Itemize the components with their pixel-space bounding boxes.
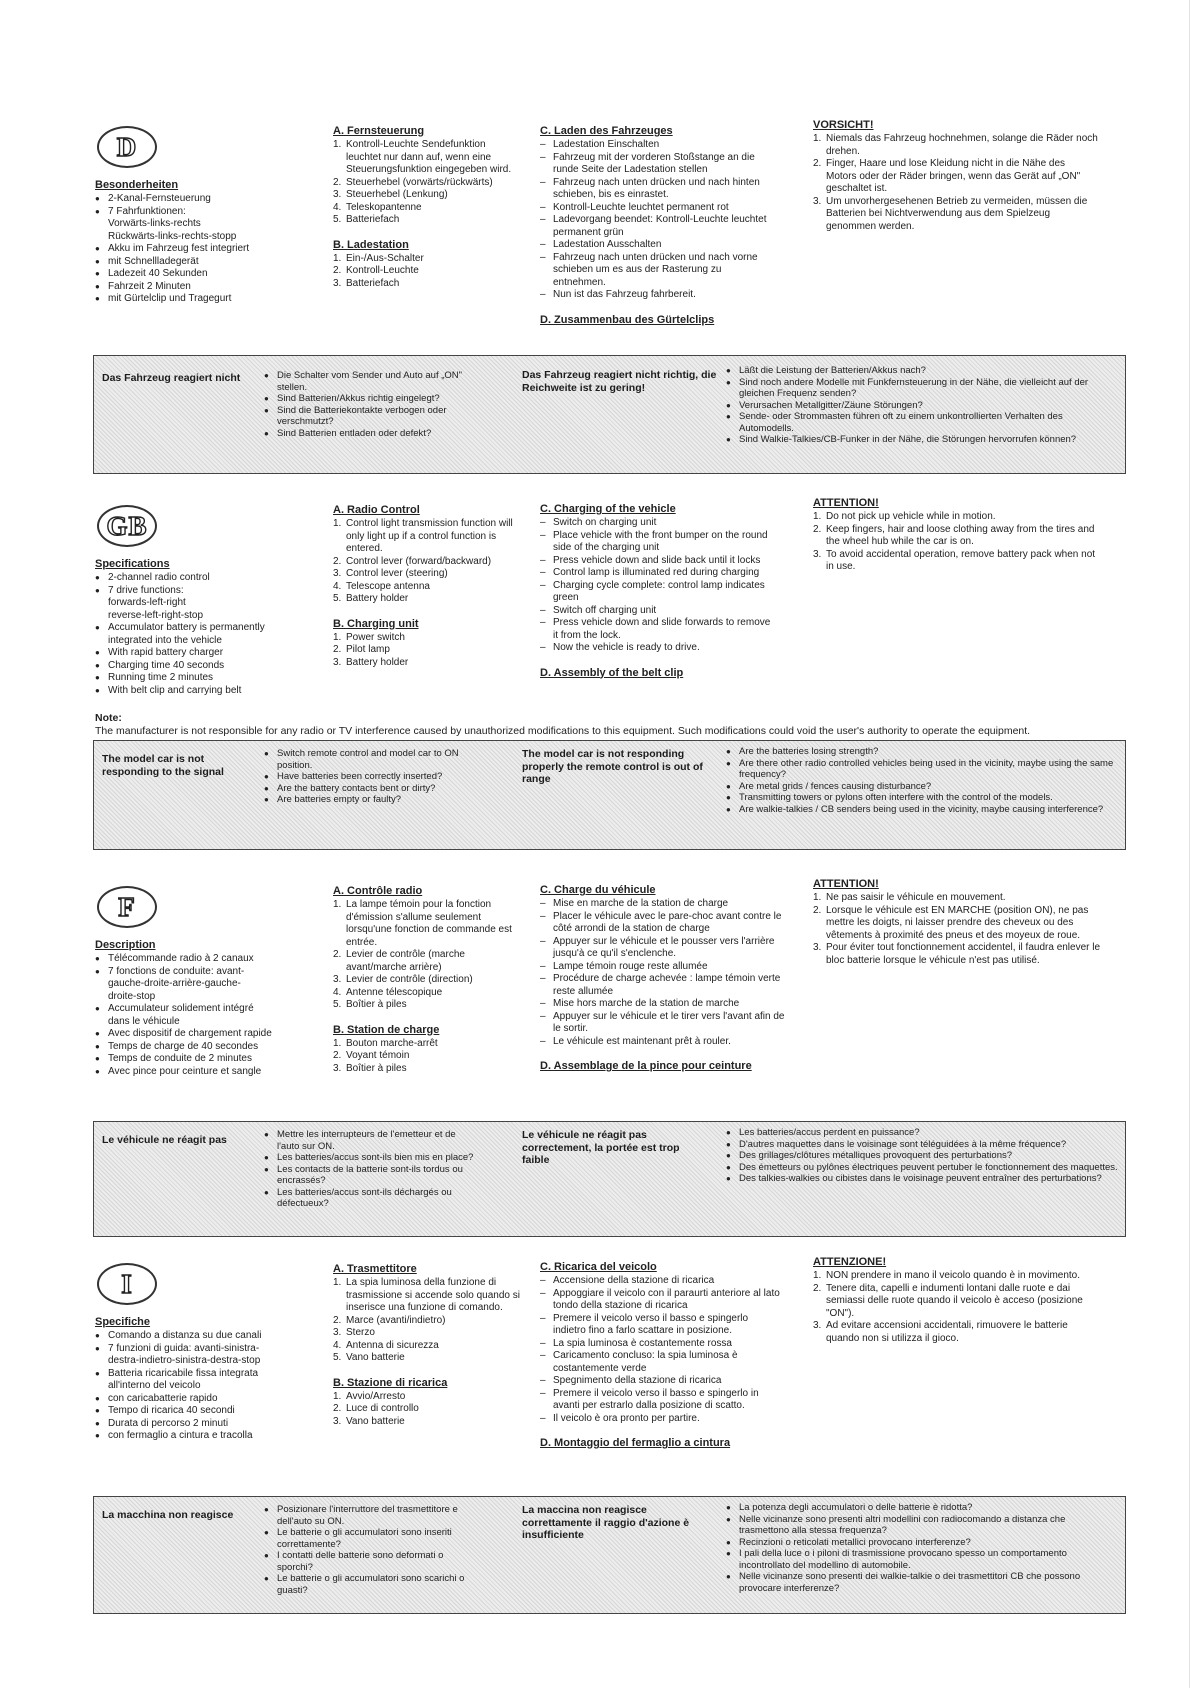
- checklist: [264, 1504, 474, 1596]
- section-b-title: B. Stazione di ricarica: [333, 1376, 448, 1389]
- remote-section-fr: [333, 884, 523, 1075]
- section-c-title: C. Charging of the vehicle: [540, 503, 676, 515]
- list-item: – Switch on charging unit: [540, 517, 775, 530]
- list-item: ● Batteria ricaricabile fissa integrata all'interno del veicolo: [95, 1368, 298, 1393]
- note-title: Note:: [95, 712, 122, 724]
- list-item: ● Are batteries empty or faulty?: [264, 794, 469, 806]
- section-a-list: [333, 139, 518, 227]
- list-item: – Mise en marche de la station de charge: [540, 898, 785, 911]
- list-item: ● Sind Batterien entladen oder defekt?: [264, 428, 464, 440]
- problem-label: Le véhicule ne réagit pas correctement, la portée est trop faible: [522, 1129, 680, 1166]
- list-item: 3. Steuerhebel (Lenkung): [333, 189, 448, 200]
- list-item: – Charging cycle complete: control lamp indicates green: [540, 580, 775, 605]
- list-item: ● 7 drive functions: forwards-left-right reverse-left-right-stop: [95, 585, 223, 623]
- list-item: 1. La spia luminosa della funzione di trasmissione si accende solo quando si inserisce una funzione di comando.: [333, 1277, 520, 1313]
- list-item: ● Posizionare l'interruttore del trasmettitore e dell'auto su ON.: [264, 1504, 474, 1527]
- list-item: ● Are there other radio controlled vehicles being used in the vicinity, maybe using the same frequency?: [726, 758, 1118, 781]
- list-item: 2. Marce (avanti/indietro): [333, 1314, 446, 1326]
- list-item: – Mise hors marche de la station de marche: [540, 998, 785, 1011]
- section-d-title: D. Montaggio del fermaglio a cintura: [540, 1437, 731, 1449]
- list-item: ● Ladezeit 40 Sekunden: [95, 268, 295, 281]
- section-c-list: [540, 1275, 780, 1425]
- list-item: – Place vehicle with the front bumper on the round side of the charging unit: [540, 530, 775, 555]
- section-c-list: [540, 517, 775, 655]
- troubleshooting-box-gb: [93, 740, 1126, 850]
- remote-section-it: [333, 1262, 523, 1428]
- list-item: 1. Ne pas saisir le véhicule en mouvement.: [813, 892, 1006, 903]
- list-item: 3. To avoid accidental operation, remove battery pack when not in use.: [813, 548, 1096, 572]
- list-item: 5. Vano batterie: [333, 1352, 405, 1363]
- list-item: 1. Do not pick up vehicle while in motion.: [813, 511, 996, 522]
- list-item: – Ladevorgang beendet: Kontroll-Leuchte leuchtet permanent grün: [540, 214, 775, 239]
- list-item: – Procédure de charge achevée : lampe témoin verte reste allumée: [540, 973, 785, 998]
- list-item: 3. Ad evitare accensioni accidentali, rimuovere le batterie quando non si utilizza il gioco.: [813, 1320, 1068, 1344]
- list-item: – Press vehicle down and slide forwards to remove it from the lock.: [540, 617, 775, 642]
- list-item: ● mit Schnellladegerät: [95, 256, 295, 269]
- troubleshooting-box-it: [93, 1496, 1126, 1614]
- warning-title: ATTENTION!: [813, 497, 879, 509]
- list-item: 3. Battery holder: [333, 656, 409, 668]
- list-item: ● Avec pince pour ceinture et sangle: [95, 1066, 305, 1079]
- note-text: The manufacturer is not responsible for any radio or TV interference caused by unauthorized modifications to this equipment. Such modifications could void the user's authority to operate the equipment.: [95, 724, 1031, 737]
- list-item: – Caricamento concluso: la spia luminosa è costantemente verde: [540, 1350, 780, 1375]
- list-item: ● Sind noch andere Modelle mit Funkfernsteuerung in der Nähe, die vielleicht auf der gleichen Frequenz senden?: [726, 377, 1118, 400]
- language-badge-it: I: [97, 1263, 157, 1305]
- list-item: 1. Control light transmission function will only light up if a control function is entered.: [333, 518, 513, 554]
- list-item: ● con caricabatterie rapido: [95, 1393, 305, 1406]
- checklist: [264, 1129, 474, 1210]
- section-b-list: [333, 1391, 523, 1429]
- list-item: ● I pali della luce o i piloni di trasmissione provocano spesso un comportamento incontrollato del modellino di automobile.: [726, 1548, 1118, 1571]
- list-item: ● Temps de conduite de 2 minutes: [95, 1053, 305, 1066]
- list-item: ● Verursachen Metallgitter/Zäune Störungen?: [726, 400, 1118, 412]
- section-c-title: C. Ricarica del veicolo: [540, 1261, 657, 1273]
- problem-label: La macchina non reagisce: [102, 1509, 234, 1521]
- section-d-title: D. Assembly of the belt clip: [540, 666, 684, 679]
- list-item: – Appuyer sur le véhicule et le tirer vers l'avant afin de le sortir.: [540, 1011, 785, 1036]
- list-item: ● Accumulateur solidement intégré dans le véhicule: [95, 1003, 278, 1028]
- list-item-cont: Rückwärts-links-rechts-stopp: [108, 230, 237, 242]
- list-item: ● Les contacts de la batterie sont-ils tordus ou encrassés?: [264, 1164, 474, 1187]
- list-item: ● Le batterie o gli accumulatori sono scarichi o guasti?: [264, 1573, 474, 1596]
- list-item: ● Nelle vicinanze sono presenti dei walkie-talkie o dei trasmettitori CB che possono provocare interferenze?: [726, 1571, 1118, 1594]
- specs-list: [95, 572, 305, 697]
- language-badge-de: D: [97, 126, 157, 168]
- list-item: ● Télécommande radio à 2 canaux: [95, 953, 305, 966]
- list-item: – Accensione della stazione di ricarica: [540, 1275, 780, 1288]
- list-item: 3. Pour éviter tout fonctionnement accidentel, il faudra enlever le bloc batterie lorsque le véhicule n'est pas utilisé.: [813, 942, 1101, 966]
- list-item: ● Des émetteurs ou pylônes électriques peuvent pertuber le fonctionnement des maquettes.: [726, 1162, 1118, 1174]
- list-item: 2. Finger, Haare und lose Kleidung nicht in die Nähe des Motors oder der Räder bringen, wenn das Gerät auf „ON" geschaltet ist.: [813, 158, 1081, 194]
- problem-label: The model car is not responding properly the remote control is out of range: [522, 748, 703, 785]
- specs-title: Specifiche: [95, 1316, 151, 1328]
- list-item: ● Mettre les interrupteurs de l'emetteur et de l'auto sur ON.: [264, 1129, 474, 1152]
- warning-section-it: [813, 1255, 1103, 1345]
- list-item: ● Are the battery contacts bent or dirty?: [264, 783, 469, 795]
- list-item: 3. Control lever (steering): [333, 568, 448, 579]
- list-item: – Control lamp is illuminated red during charging: [540, 567, 775, 580]
- checklist: [726, 365, 1118, 446]
- section-a-title: A. Radio Control: [333, 504, 420, 516]
- list-item: ● Accumulator battery is permanently integrated into the vehicle: [95, 622, 305, 647]
- list-item: 2. Pilot lamp: [333, 644, 390, 655]
- checklist: [726, 746, 1118, 815]
- problem-label: Le véhicule ne réagit pas: [102, 1134, 227, 1146]
- list-item: – Appuyer sur le véhicule et le pousser vers l'arrière jusqu'à ce qu'il s'enclenche.: [540, 936, 785, 961]
- list-item: – Kontroll-Leuchte leuchtet permanent rot: [540, 202, 775, 215]
- list-item: – Fahrzeug nach unten drücken und nach hinten schieben, bis es einrastet.: [540, 177, 775, 202]
- specs-it: [95, 1315, 305, 1443]
- list-item: ● Transmitting towers or pylons often interfere with the control of the models.: [726, 792, 1118, 804]
- list-item: – Now the vehicle is ready to drive.: [540, 642, 775, 655]
- list-item: 2. Steuerhebel (vorwärts/rückwärts): [333, 176, 493, 188]
- list-item: ● 2-channel radio control: [95, 572, 305, 585]
- list-item: ● La potenza degli accumulatori o delle batterie è ridotta?: [726, 1502, 1118, 1514]
- list-item: 2. Control lever (forward/backward): [333, 555, 492, 567]
- section-c-title: C. Laden des Fahrzeuges: [540, 125, 673, 137]
- list-item: – Spegnimento della stazione di ricarica: [540, 1375, 780, 1388]
- list-item: 2. Luce di controllo: [333, 1403, 419, 1414]
- list-item: ● Le batterie o gli accumulatori sono inseriti correttamente?: [264, 1527, 474, 1550]
- warning-list: [813, 133, 1098, 233]
- warning-section-de: [813, 118, 1098, 233]
- list-item: – Premere il veicolo verso il basso e spingerlo in avanti per estrarlo dalla posizione di scatto.: [540, 1388, 780, 1413]
- list-item: ● con fermaglio a cintura e tracolla: [95, 1430, 305, 1443]
- list-item: 1. Bouton marche-arrêt: [333, 1037, 438, 1049]
- list-item: 4. Telescope antenna: [333, 580, 430, 592]
- list-item: ● Are metal grids / fences causing disturbance?: [726, 781, 1118, 793]
- specs-list: [95, 953, 305, 1078]
- checklist: [726, 1502, 1118, 1594]
- list-item: ● Des talkies-walkies ou cibistes dans le voisinage peuvent entraîner des perturbations?: [726, 1173, 1118, 1185]
- warning-list: [813, 1270, 1103, 1345]
- list-item: 3. Batteriefach: [333, 277, 400, 289]
- list-item: ● Nelle vicinanze sono presenti altri modellini con radiocomando a distanza che trasmettono alla stessa frequenza?: [726, 1514, 1118, 1537]
- list-item: ● D'autres maquettes dans le voisinage sont téléguidées à la même fréquence?: [726, 1139, 1118, 1151]
- section-a-title: A. Fernsteuerung: [333, 125, 425, 137]
- list-item: ● Durata di percorso 2 minuti: [95, 1418, 305, 1431]
- section-a-title: A. Trasmettitore: [333, 1263, 417, 1275]
- problem-label: Das Fahrzeug reagiert nicht richtig, die Reichweite ist zu gering!: [522, 369, 717, 394]
- list-item: 4. Antenne télescopique: [333, 986, 443, 998]
- list-item: ● Sind Walkie-Talkies/CB-Funker in der Nähe, die Störungen hervorrufen können?: [726, 434, 1118, 446]
- list-item: ● 7 Fahrfunktionen:: [95, 206, 295, 219]
- specs-gb: [95, 557, 305, 697]
- list-item: ● 7 fonctions de conduite: avant-gauche-droite-arrière-gauche-droite-stop: [95, 966, 258, 1004]
- list-item: ● Are walkie-talkies / CB senders being used in the vicinity, maybe causing interference?: [726, 804, 1118, 816]
- section-b-list: [333, 1038, 523, 1076]
- language-badge-fr: F: [97, 886, 157, 928]
- warning-section-gb: [813, 496, 1098, 574]
- specs-title: Specifications: [95, 558, 170, 570]
- list-item: ● Les batteries/accus sont-ils bien mis en place?: [264, 1152, 474, 1164]
- list-item: ● Are the batteries losing strength?: [726, 746, 1118, 758]
- list-item: 4. Antenna di sicurezza: [333, 1339, 439, 1351]
- list-item: 2. Keep fingers, hair and loose clothing away from the tires and the wheel hub while the car is on.: [813, 523, 1095, 547]
- list-item: – Ladestation Einschalten: [540, 139, 775, 152]
- warning-title: VORSICHT!: [813, 119, 874, 131]
- charging-section-gb: [540, 502, 775, 681]
- list-item: 2. Lorsque le véhicule est EN MARCHE (position ON), ne pas mettre les doigts, ni laisser prendre des cheveux ou des vêtements à proximité des pneus et des moyeux de roue.: [813, 904, 1089, 941]
- list-item: ● Recinzioni o reticolati metallici provocano interferenze?: [726, 1537, 1118, 1549]
- language-badge-gb: GB: [97, 505, 157, 547]
- list-item: – La spia luminosa è costantemente rossa: [540, 1338, 780, 1351]
- specs-list: [95, 193, 295, 306]
- list-item: – Premere il veicolo verso il basso e spingerlo indietro fino a farlo scattare in posizione.: [540, 1313, 780, 1338]
- problem-label: La maccina non reagisce correttamente il raggio d'azione è insufficiente: [522, 1504, 690, 1541]
- list-item: 1. Kontroll-Leuchte Sendefunktion leuchtet nur dann auf, wenn eine Steuerungsfunktion eingegeben wird.: [333, 139, 512, 175]
- list-item: – Fahrzeug nach unten drücken und nach vorne schieben um es aus der Rasterung zu entnehmen.: [540, 252, 775, 290]
- list-item: ● Running time 2 minutes: [95, 672, 305, 685]
- list-item: 3. Sterzo: [333, 1327, 375, 1338]
- list-item: ● mit Gürtelclip und Tragegurt: [95, 293, 295, 306]
- list-item: 3. Levier de contrôle (direction): [333, 974, 473, 985]
- specs-title: Description: [95, 939, 156, 951]
- section-b-title: B. Station de charge: [333, 1023, 440, 1036]
- list-item: ● Des grillages/clôtures métalliques provoquent des perturbations?: [726, 1150, 1118, 1162]
- specs-fr: [95, 938, 305, 1078]
- warning-title: ATTENZIONE!: [813, 1256, 887, 1268]
- troubleshooting-box-de: [93, 355, 1126, 474]
- troubleshooting-box-fr: [93, 1121, 1126, 1237]
- list-item: 3. Boîtier à piles: [333, 1062, 407, 1074]
- list-item: 5. Batteriefach: [333, 214, 400, 225]
- list-item: ● With belt clip and carrying belt: [95, 685, 305, 698]
- list-item: – Fahrzeug mit der vorderen Stoßstange an die runde Seite der Ladestation stellen: [540, 152, 775, 177]
- section-b-list: [333, 253, 518, 291]
- list-item: 1. Ein-/Aus-Schalter: [333, 252, 424, 264]
- specs-list: [95, 1330, 305, 1443]
- list-item: 3. Um unvorhergesehenen Betrieb zu vermeiden, müssen die Batterien bei Nichtverwendung aus dem Spielzeug genommen werden.: [813, 195, 1088, 232]
- list-item: 1. Power switch: [333, 631, 405, 643]
- list-item: – Il veicolo è ora pronto per partire.: [540, 1413, 780, 1426]
- warning-title: ATTENTION!: [813, 878, 879, 890]
- section-a-list: [333, 1277, 523, 1365]
- list-item: ● Les batteries/accus sont-ils déchargés ou défectueux?: [264, 1187, 474, 1210]
- list-item: ● Sende- oder Strommasten führen oft zu einem unkontrollierten Verhalten des Automodells.: [726, 411, 1118, 434]
- checklist: [264, 748, 469, 806]
- specs-de: [95, 178, 295, 306]
- list-item: – Nun ist das Fahrzeug fahrbereit.: [540, 289, 775, 302]
- list-item: 3. Vano batterie: [333, 1415, 405, 1427]
- list-item-cont: Vorwärts-links-rechts: [108, 218, 201, 229]
- note-gb: [95, 712, 1125, 737]
- warning-section-fr: [813, 877, 1108, 967]
- list-item: ● Akku im Fahrzeug fest integriert: [95, 243, 295, 256]
- checklist: [264, 370, 464, 439]
- list-item: 1. Avvio/Arresto: [333, 1390, 406, 1402]
- section-d-title: D. Assemblage de la pince pour ceinture: [540, 1060, 752, 1072]
- list-item: ● Switch remote control and model car to ON position.: [264, 748, 469, 771]
- list-item: – Ladestation Ausschalten: [540, 239, 775, 252]
- warning-list: [813, 511, 1098, 574]
- specs-title: Besonderheiten: [95, 179, 179, 191]
- list-item: 2. Voyant témoin: [333, 1050, 410, 1061]
- list-item: 2. Kontroll-Leuchte: [333, 265, 419, 276]
- list-item: 1. La lampe témoin pour la fonction d'émission s'allume seulement lorsqu'une fonction de commande est entrée.: [333, 899, 512, 948]
- charging-section-fr: [540, 883, 785, 1074]
- list-item: – Le véhicule est maintenant prêt à rouler.: [540, 1036, 785, 1049]
- list-item: ● Avec dispositif de chargement rapide: [95, 1028, 305, 1041]
- section-c-list: [540, 898, 785, 1048]
- section-b-title: B. Ladestation: [333, 238, 409, 251]
- remote-section-de: [333, 124, 518, 290]
- section-b-title: B. Charging unit: [333, 617, 419, 630]
- list-item: 1. NON prendere in mano il veicolo quando è in movimento.: [813, 1270, 1081, 1281]
- problem-label: Das Fahrzeug reagiert nicht: [102, 372, 241, 384]
- list-item: ● Sind die Batteriekontakte verbogen oder verschmutzt?: [264, 405, 464, 428]
- section-c-title: C. Charge du véhicule: [540, 884, 656, 896]
- list-item: ● Sind Batterien/Akkus richtig eingelegt?: [264, 393, 464, 405]
- list-item: ● Die Schalter vom Sender und Auto auf „ON" stellen.: [264, 370, 464, 393]
- section-a-list: [333, 518, 518, 606]
- section-a-list: [333, 899, 523, 1012]
- list-item: ● Fahrzeit 2 Minuten: [95, 281, 295, 294]
- list-item: 5. Boîtier à piles: [333, 999, 407, 1010]
- list-item: ● 2-Kanal-Fernsteuerung: [95, 193, 295, 206]
- list-item: ● Comando a distanza su due canali: [95, 1330, 305, 1343]
- section-b-list: [333, 632, 518, 670]
- problem-label: The model car is not responding to the signal: [102, 753, 224, 778]
- list-item: ● I contatti delle batterie sono deformati o sporchi?: [264, 1550, 474, 1573]
- section-c-list: [540, 139, 775, 302]
- charging-section-it: [540, 1260, 780, 1451]
- list-item: 5. Battery holder: [333, 593, 409, 604]
- section-d-title: D. Zusammenbau des Gürtelclips: [540, 313, 715, 326]
- list-item: ● Les batteries/accus perdent en puissance?: [726, 1127, 1118, 1139]
- checklist: [726, 1127, 1118, 1185]
- list-item: ● Temps de charge de 40 secondes: [95, 1041, 305, 1054]
- list-item: ● Have batteries been correctly inserted?: [264, 771, 469, 783]
- list-item: ● Läßt die Leistung der Batterien/Akkus nach?: [726, 365, 1118, 377]
- list-item: ● Tempo di ricarica 40 secondi: [95, 1405, 305, 1418]
- list-item: 1. Niemals das Fahrzeug hochnehmen, solange die Räder noch drehen.: [813, 133, 1098, 157]
- list-item: ● With rapid battery charger: [95, 647, 305, 660]
- list-item: – Lampe témoin rouge reste allumée: [540, 961, 785, 974]
- list-item: – Press vehicle down and slide back until it locks: [540, 555, 775, 568]
- list-item: 2. Levier de contrôle (marche avant/marche arrière): [333, 949, 465, 973]
- warning-list: [813, 892, 1108, 967]
- list-item: ● Charging time 40 seconds: [95, 660, 305, 673]
- list-item: 4. Teleskopantenne: [333, 201, 422, 213]
- list-item: 2. Tenere dita, capelli e indumenti lontani dalle ruote e dai semiassi delle ruote quando il veicolo è acceso (posizione "ON").: [813, 1282, 1083, 1319]
- list-item: – Switch off charging unit: [540, 605, 775, 618]
- list-item: – Placer le véhicule avec le pare-choc avant contre le côté arrondi de la station de charge: [540, 911, 785, 936]
- list-item: ● 7 funzioni di guida: avanti-sinistra-destra-indietro-sinistra-destra-stop: [95, 1343, 268, 1368]
- remote-section-gb: [333, 503, 518, 669]
- list-item: – Appoggiare il veicolo con il paraurti anteriore al lato tondo della stazione di ricarica: [540, 1288, 780, 1313]
- charging-section-de: [540, 124, 775, 328]
- section-a-title: A. Contrôle radio: [333, 885, 423, 897]
